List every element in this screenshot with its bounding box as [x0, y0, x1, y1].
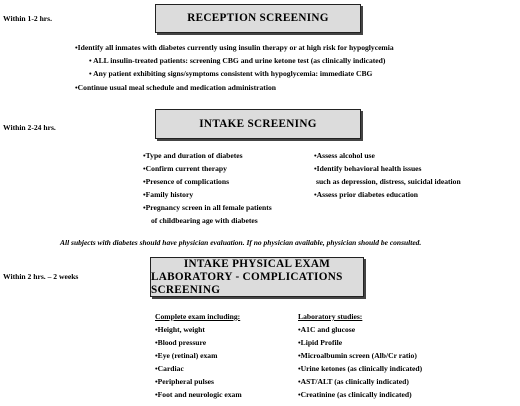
exam-item-right: •Lipid Profile — [298, 338, 343, 347]
reception-screening-box — [155, 4, 361, 33]
exam-item-left: •Height, weight — [155, 325, 205, 334]
reception-item: • Any patient exhibiting signs/symptoms consistent with hypoglycemia: immediate CBG — [89, 69, 373, 78]
intake-screening-title: INTAKE SCREENING — [199, 117, 317, 130]
exam-time-label: Within 2 hrs. – 2 weeks — [3, 272, 79, 281]
intake-exam-title: INTAKE PHYSICAL EXAM — [183, 257, 331, 270]
exam-left-heading: Complete exam including: — [155, 312, 241, 321]
intake-screening-box — [155, 109, 361, 139]
exam-item-left: •Blood pressure — [155, 338, 207, 347]
intake-item-left: of childbearing age with diabetes — [151, 216, 258, 225]
intake-item-right: •Assess alcohol use — [314, 151, 375, 160]
intake-time-label: Within 2-24 hrs. — [3, 123, 56, 132]
exam-item-right: •Microalbumin screen (Alb/Cr ratio) — [298, 351, 417, 360]
intake-item-left: •Family history — [143, 190, 194, 199]
reception-screening-title: RECEPTION SCREENING — [187, 12, 329, 24]
intake-item-left: •Type and duration of diabetes — [143, 151, 243, 160]
intake-item-left: •Presence of complications — [143, 177, 230, 186]
reception-time-label: Within 1-2 hrs. — [3, 14, 53, 23]
exam-item-right: •Creatinine (as clinically indicated) — [298, 390, 412, 399]
reception-item: •Continue usual meal schedule and medication administration — [75, 83, 276, 92]
physician-note: All subjects with diabetes should have physician evaluation. If no physician available, physician should be consulted. — [60, 238, 422, 247]
intake-item-left: •Confirm current therapy — [143, 164, 227, 173]
exam-item-right: •Urine ketones (as clinically indicated) — [298, 364, 423, 373]
lab-screening-title: LABORATORY - COMPLICATIONS SCREENING — [151, 270, 343, 296]
reception-item: •Identify all inmates with diabetes currently using insulin therapy or at high risk for hypoglycemia — [75, 43, 394, 52]
exam-item-left: •Peripheral pulses — [155, 377, 214, 386]
intake-item-left: •Pregnancy screen in all female patients — [143, 203, 272, 212]
exam-item-left: •Cardiac — [155, 364, 184, 373]
reception-item: • ALL insulin-treated patients: screening CBG and urine ketone test (as clinically indicated) — [89, 56, 386, 65]
exam-item-right: •AST/ALT (as clinically indicated) — [298, 377, 409, 386]
exam-right-heading: Laboratory studies: — [298, 312, 363, 321]
intake-item-right: such as depression, distress, suicidal ideation — [316, 177, 461, 186]
exam-item-left: •Eye (retinal) exam — [155, 351, 218, 360]
exam-item-left: •Foot and neurologic exam — [155, 390, 242, 399]
intake-item-right: •Assess prior diabetes education — [314, 190, 418, 199]
intake-item-right: •Identify behavioral health issues — [314, 164, 422, 173]
exam-item-right: •A1C and glucose — [298, 325, 356, 334]
intake-exam-box — [150, 257, 364, 297]
